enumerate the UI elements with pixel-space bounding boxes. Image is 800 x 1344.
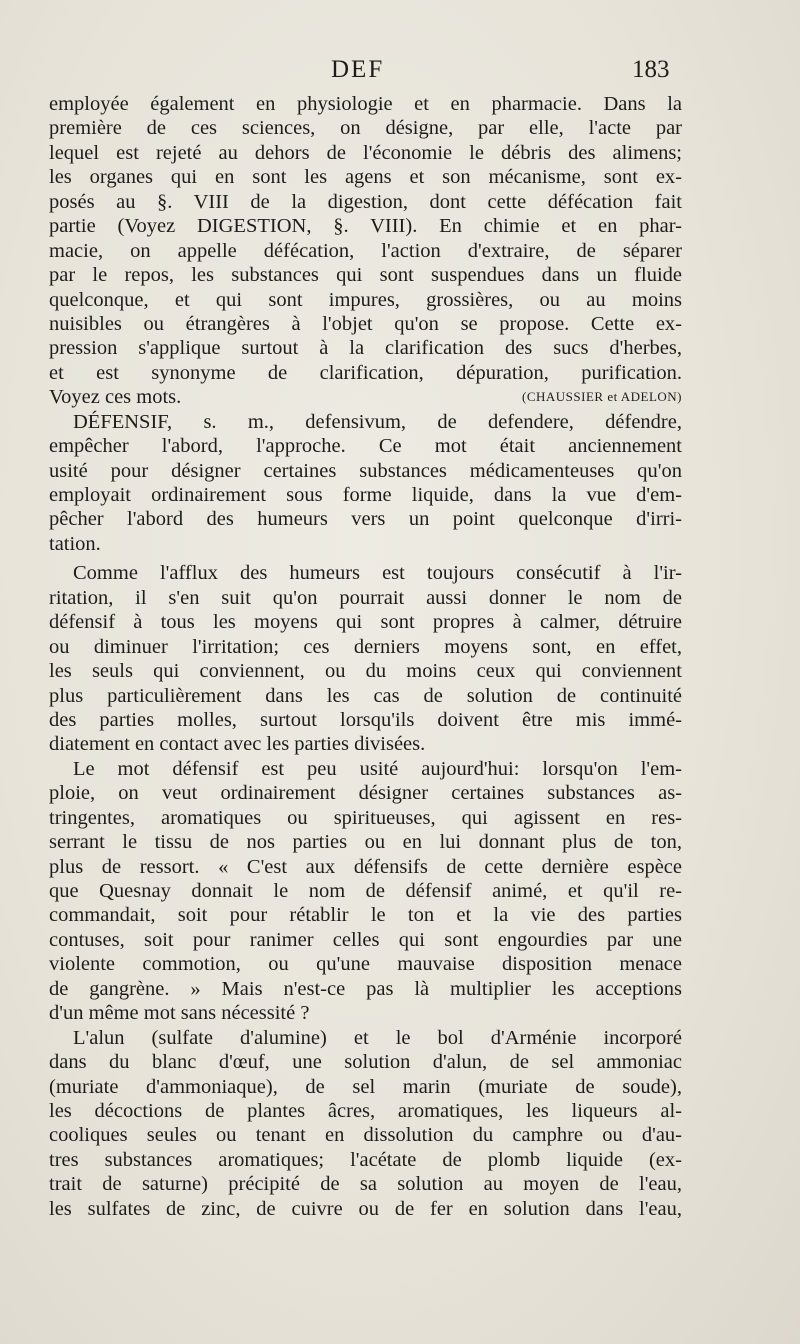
text-line: première de ces sciences, on désigne, par elle, l'acte par [49, 117, 682, 140]
body-text [49, 92, 682, 1221]
text-line: ou diminuer l'irritation; ces derniers moyens sont, en effet, [49, 635, 682, 658]
text-line: et est synonyme de clarification, dépuration, purification. [49, 361, 682, 384]
running-head-title: DEF [331, 56, 385, 83]
text-line: plus particulièrement dans les cas de solution de continuité [49, 684, 682, 707]
text-line: serrant le tissu de nos parties ou en lui donnant plus de ton, [49, 831, 682, 854]
text-line: les seuls qui conviennent, ou du moins ceux qui conviennent [49, 660, 682, 683]
text-line: lequel est rejeté au dehors de l'économie le débris des alimens; [49, 141, 682, 164]
text-line: que Quesnay donnait le nom de défensif animé, et qu'il re- [49, 880, 682, 902]
text-line: tringentes, aromatiques ou spiritueuses, qui agissent en res- [49, 806, 682, 829]
text-line: les décoctions de plantes âcres, aromatiques, les liqueurs al- [49, 1099, 682, 1122]
text-line: de gangrène. » Mais n'est-ce pas là multiplier les acceptions [49, 977, 682, 1000]
closing-text: Voyez ces mots. [49, 386, 182, 409]
text-line: trait de saturne) précipité de sa solution au moyen de l'eau, [49, 1173, 682, 1196]
text-line: des parties molles, surtout lorsqu'ils doivent être mis immé- [49, 708, 682, 731]
page-number: 183 [632, 56, 670, 83]
text-line: d'un même mot sans nécessité ? [49, 1002, 310, 1025]
text-line: les sulfates de zinc, de cuivre ou de fer en solution dans l'eau, [49, 1197, 682, 1220]
text-line: violente commotion, ou qu'une mauvaise disposition menace [49, 953, 682, 976]
author-signature: (CHAUSSIER et ADELON) [522, 389, 682, 405]
text-line: commandait, soit pour rétablir le ton et la vie des parties [49, 904, 682, 927]
text-line: posés au §. VIII de la digestion, dont cette défécation fait [49, 190, 682, 213]
closing-line [49, 385, 682, 409]
text-line: les organes qui en sont les agens et son mécanisme, sont ex- [49, 166, 682, 189]
text-line: diatement en contact avec les parties divisées. [49, 733, 426, 756]
text-line: tation. [49, 532, 101, 555]
text-line: nuisibles ou étrangères à l'objet qu'on se propose. Cette ex- [49, 312, 682, 335]
text-line: Comme l'afflux des humeurs est toujours consécutif à l'ir- [73, 562, 682, 585]
text-line: pression s'applique surtout à la clarification des sucs d'herbes, [49, 337, 682, 360]
text-line: employait ordinairement sous forme liquide, dans la vue d'em- [49, 484, 682, 506]
text-line: contuses, soit pour ranimer celles qui sont engourdies par une [49, 928, 682, 951]
text-line: empêcher l'abord, l'approche. Ce mot était anciennement [49, 435, 682, 458]
text-line: Le mot défensif est peu usité aujourd'hui: lorsqu'on l'em- [73, 757, 682, 780]
text-line: (muriate d'ammoniaque), de sel marin (muriate de soude), [49, 1075, 682, 1098]
text-line: dans du blanc d'œuf, une solution d'alun, de sel ammoniac [49, 1051, 682, 1074]
text-line: par le repos, les substances qui sont suspendues dans un fluide [49, 264, 682, 287]
text-line: ritation, il s'en suit qu'on pourrait aussi donner le nom de [49, 586, 682, 609]
text-line: L'alun (sulfate d'alumine) et le bol d'Arménie incorporé [73, 1026, 682, 1049]
text-line: partie (Voyez DIGESTION, §. VIII). En chimie et en phar- [49, 215, 682, 238]
text-line: défensif à tous les moyens qui sont propres à calmer, détruire [49, 611, 682, 634]
text-line: plus de ressort. « C'est aux défensifs de cette dernière espèce [49, 855, 682, 878]
text-line: employée également en physiologie et en pharmacie. Dans la [49, 93, 682, 115]
text-line: tres substances aromatiques; l'acétate de plomb liquide (ex- [49, 1148, 682, 1171]
running-head [0, 56, 800, 92]
text-line: ploie, on veut ordinairement désigner certaines substances as- [49, 782, 682, 805]
text-line: quelconque, et qui sont impures, grossières, ou au moins [49, 288, 682, 311]
text-line: cooliques seules ou tenant en dissolution du camphre ou d'au- [49, 1124, 682, 1147]
text-line: macie, on appelle défécation, l'action d'extraire, de séparer [49, 239, 682, 262]
text-line: pêcher l'abord des humeurs vers un point quelconque d'irri- [49, 508, 682, 531]
entry-headword-line: DÉFENSIF, s. m., defensivum, de defendere, défendre, [73, 410, 682, 433]
text-line: usité pour désigner certaines substances médicamenteuses qu'on [49, 459, 682, 482]
